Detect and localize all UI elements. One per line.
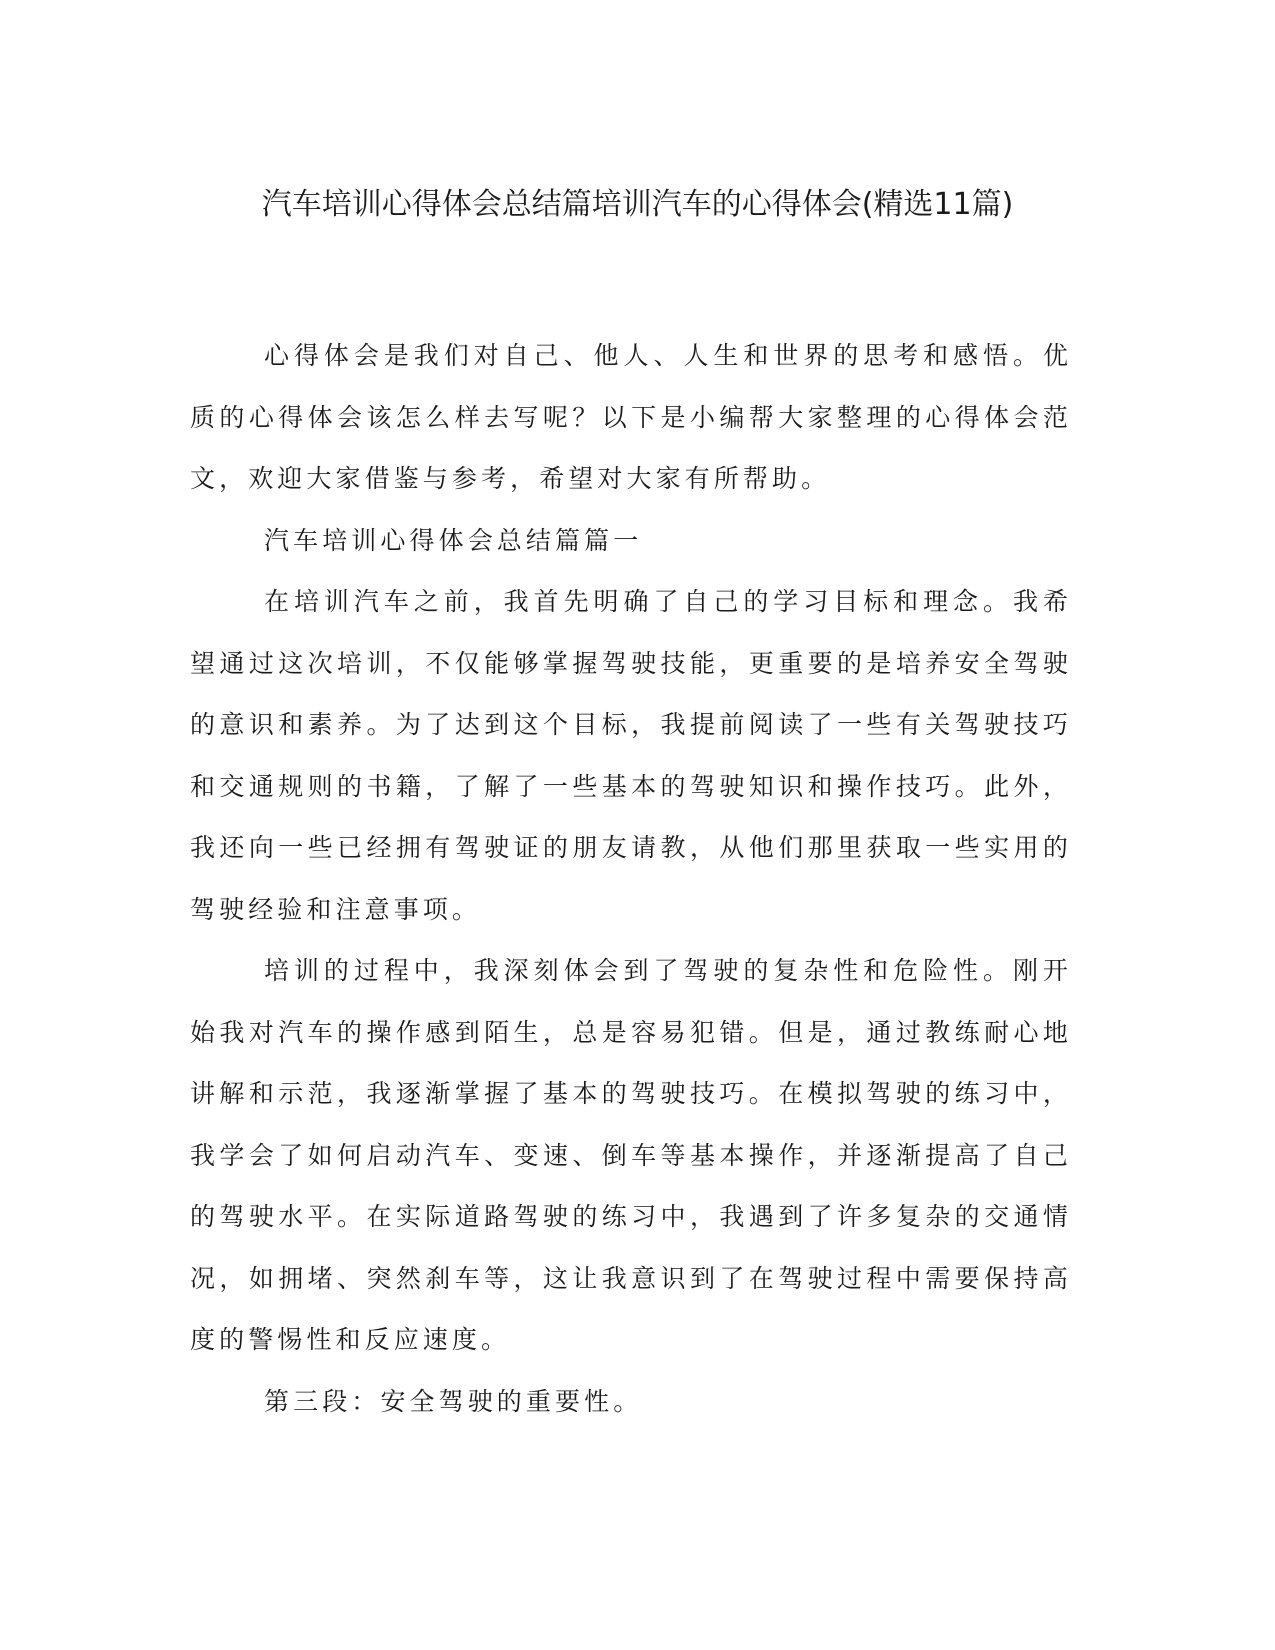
document-title: 汽车培训心得体会总结篇培训汽车的心得体会(精选11篇) xyxy=(261,187,1014,222)
document-body xyxy=(190,325,1072,1432)
section-heading: 汽车培训心得体会总结篇篇一 xyxy=(264,525,643,555)
body-paragraph: 在培训汽车之前，我首先明确了自己的学习目标和理念。我希望通过这次培训，不仅能够掌握驾驶技能，更重要的是培养安全驾驶的意识和素养。为了达到这个目标，我提前阅读了一些有关驾驶技巧和交通规则的书籍，了解了一些基本的驾驶知识和操作技巧。此外，我还向一些已经拥有驾驶证的朋友请教，从他们那里获取一些实用的驾驶经验和注意事项。 xyxy=(190,587,1072,924)
body-paragraph: 培训的过程中，我深刻体会到了驾驶的复杂性和危险性。刚开始我对汽车的操作感到陌生，总是容易犯错。但是，通过教练耐心地讲解和示范，我逐渐掌握了基本的驾驶技巧。在模拟驾驶的练习中，我学会了如何启动汽车、变速、倒车等基本操作，并逐渐提高了自己的驾驶水平。在实际道路驾驶的练习中，我遇到了许多复杂的交通情况，如拥堵、突然刹车等，这让我意识到了在驾驶过程中需要保持高度的警惕性和反应速度。 xyxy=(190,956,1072,1354)
section-heading: 第三段：安全驾驶的重要性。 xyxy=(264,1386,643,1416)
intro-paragraph: 心得体会是我们对自己、他人、人生和世界的思考和感悟。优质的心得体会该怎么样去写呢？以下是小编帮大家整理的心得体会范文，欢迎大家借鉴与参考，希望对大家有所帮助。 xyxy=(190,341,1072,493)
